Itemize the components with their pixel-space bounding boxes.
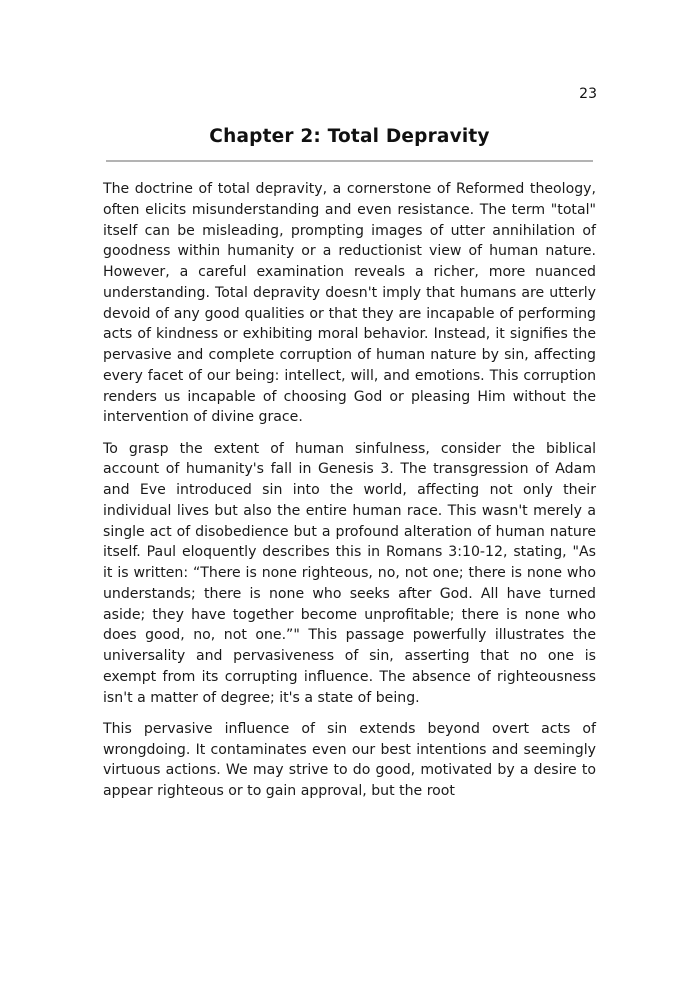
chapter-title: Chapter 2: Total Depravity [209, 126, 490, 147]
paragraph: The doctrine of total depravity, a cornerstone of Reformed theology, often elicits misunderstanding and even resistance. The term "total" itself can be misleading, prompting images of utter annihilation of goodness within humanity or a reductionist view of human nature. However, a careful examination reveals a richer, more nuanced understanding. Total depravity doesn't imply that humans are utterly devoid of any good qualities or that they are incapable of performing acts of kindness or exhibiting moral behavior. Instead, it signifies the pervasive and complete corruption of human nature by sin, affecting every facet of our being: intellect, will, and emotions. This corruption renders us incapable of choosing God or pleasing Him without the intervention of divine grace. [103, 181, 596, 426]
paragraph: This pervasive influence of sin extends beyond overt acts of wrongdoing. It contaminates even our best intentions and seemingly virtuous actions. We may strive to do good, motivated by a desire to appear righteous or to gain approval, but the root [103, 720, 596, 799]
title-divider [106, 160, 593, 162]
body-text [103, 179, 596, 812]
page-number: 23 [579, 86, 597, 102]
paragraph: To grasp the extent of human sinfulness, consider the biblical account of humanity's fall in Genesis 3. The transgression of Adam and Eve introduced sin into the world, affecting not only their individual lives but also the entire human race. This wasn't merely a single act of disobedience but a profound alteration of human nature itself. Paul eloquently describes this in Romans 3:10-12, stating, "As it is written: “There is none righteous, no, not one; there is none who understands; there is none who seeks after God. All have turned aside; they have together become unprofitable; there is none who does good, no, not one.”" This passage powerfully illustrates the universality and pervasiveness of sin, asserting that no one is exempt from its corrupting influence. The absence of righteousness isn't a matter of degree; it's a state of being. [103, 440, 596, 706]
